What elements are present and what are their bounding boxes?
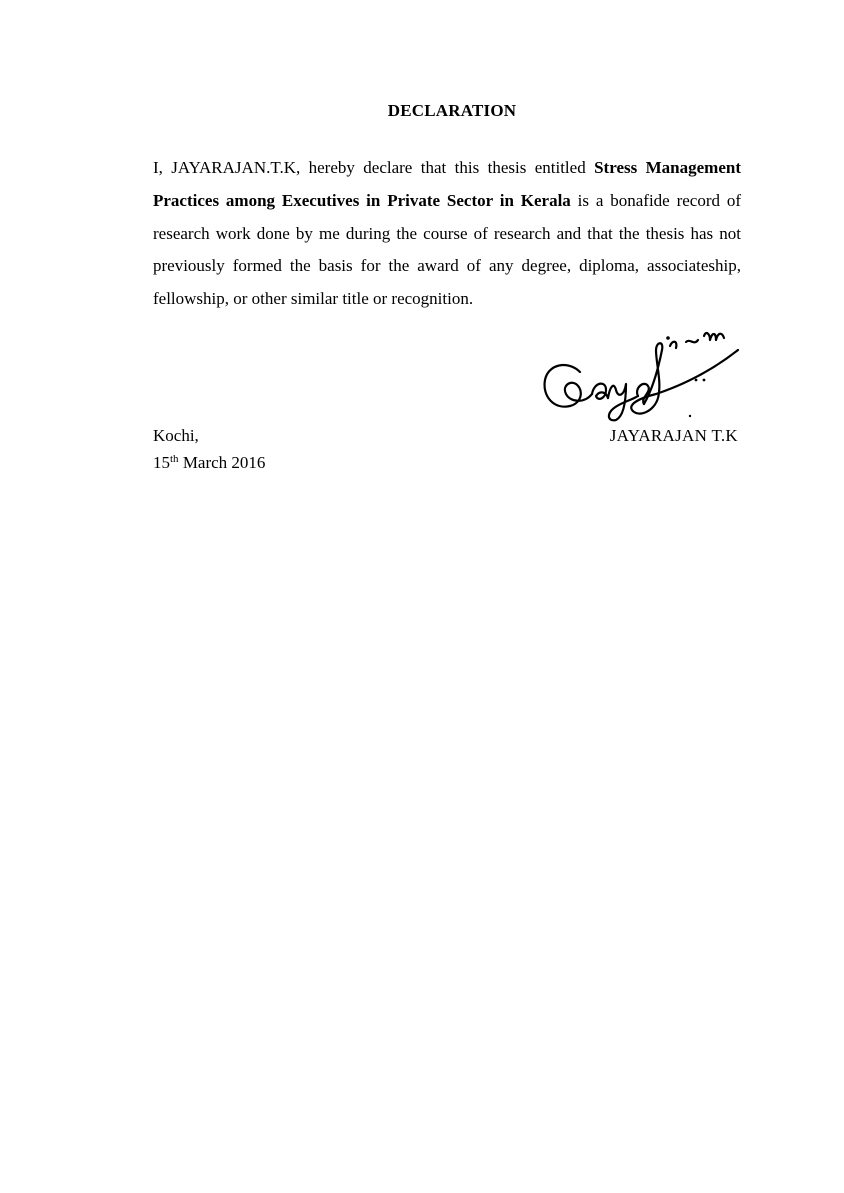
- place-label: Kochi,: [153, 426, 199, 445]
- date-day: 15: [153, 453, 170, 472]
- date-ordinal: th: [170, 453, 179, 465]
- declaration-paragraph: [153, 152, 741, 316]
- declaration-rest: is a bonafide record of research work done by me during the course of research and that the thesis has not previously formed the basis for the award of any degree, diploma, associateship, fellowship, or other similar title or recognition.: [153, 190, 742, 309]
- page-title: DECLARATION: [387, 101, 517, 120]
- thesis-title: Stress Management Practices among Executives in Private Sector in Kerala: [153, 158, 741, 210]
- declaration-intro: I, JAYARAJAN.T.K, hereby declare that this thesis entitled: [153, 158, 595, 177]
- signer-name: JAYARAJAN T.K: [609, 426, 738, 445]
- date-month-year: March 2016: [178, 453, 266, 472]
- handwritten-signature-icon: [540, 320, 750, 425]
- date-label: [153, 453, 265, 473]
